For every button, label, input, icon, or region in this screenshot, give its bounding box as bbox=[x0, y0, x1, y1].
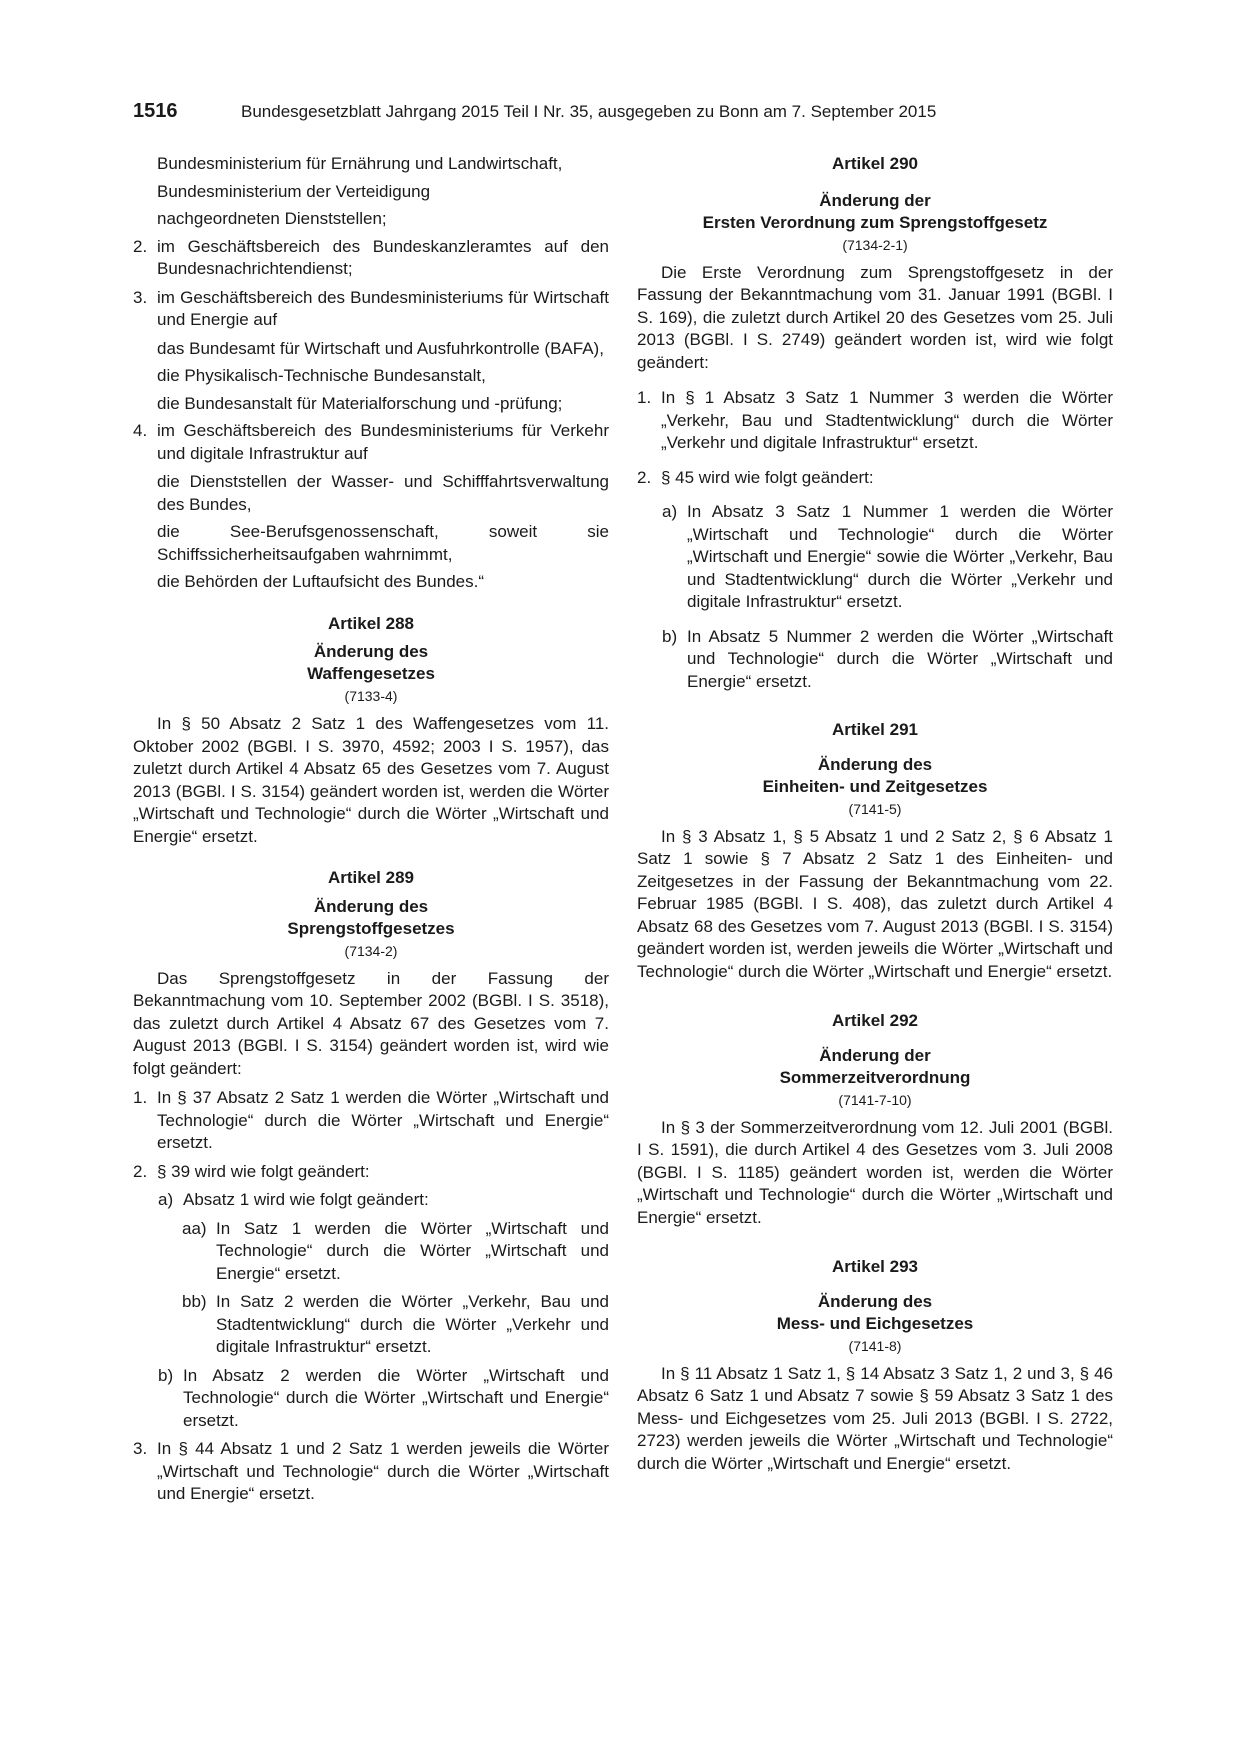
article-heading: Mess- und Eichgesetzes bbox=[776, 1313, 974, 1333]
article-title: Artikel 292 bbox=[832, 1011, 918, 1030]
article-heading: Waffengesetzes bbox=[307, 664, 435, 683]
item-number: 2. bbox=[133, 1161, 148, 1181]
item-text: In § 44 Absatz 1 und 2 Satz 1 werden jeweils die Wörter „Wirtschaft und Technologie“ durch die Wörter „Wirtschaft und Energie“ ersetzt. bbox=[157, 1439, 609, 1503]
item-number: 2. bbox=[637, 467, 652, 487]
item-text: In Absatz 5 Nummer 2 werden die Wörter „Wirtschaft und Technologie“ durch die Wörter „Wirtschaft und Energie“ ersetzt. bbox=[687, 626, 1113, 691]
item-text: die Bundesanstalt für Materialforschung und -prüfung; bbox=[157, 393, 563, 413]
article-heading: Einheiten- und Zeitgesetzes bbox=[762, 776, 988, 796]
list-item bbox=[133, 1218, 609, 1286]
list-item bbox=[133, 1087, 609, 1155]
list-item bbox=[133, 420, 609, 465]
list-item bbox=[637, 467, 1113, 490]
article-code: (7134-2-1) bbox=[842, 236, 908, 253]
item-text: die Dienststellen der Wasser- und Schifffahrtsverwaltung des Bundes, bbox=[157, 472, 609, 514]
running-title: Bundesgesetzblatt Jahrgang 2015 Teil I Nr. 35, ausgegeben zu Bonn am 7. September 2015 bbox=[241, 102, 937, 121]
article-heading: Änderung der bbox=[819, 1045, 931, 1065]
continued-text: Bundesministerium für Ernährung und Landwirtschaft, bbox=[157, 154, 563, 173]
list-item bbox=[637, 387, 1113, 455]
article-title: Artikel 290 bbox=[832, 154, 918, 173]
item-text: In Satz 1 werden die Wörter „Wirtschaft und Technologie“ durch die Wörter „Wirtschaft und Energie“ ersetzt. bbox=[216, 1218, 609, 1283]
article-title: Artikel 291 bbox=[832, 720, 918, 739]
list-item bbox=[637, 501, 1113, 614]
article-heading: Änderung der bbox=[819, 190, 931, 210]
list-item bbox=[133, 1291, 609, 1359]
continued-text: nachgeordneten Dienststellen; bbox=[157, 209, 387, 228]
item-number: 3. bbox=[133, 1439, 148, 1458]
list-item bbox=[133, 287, 609, 332]
continued-text: Bundesministerium der Verteidigung bbox=[157, 181, 431, 201]
article-text: In § 3 Absatz 1, § 5 Absatz 1 und 2 Satz 2, § 6 Absatz 1 Satz 1 sowie § 7 Absatz 2 Satz 1 des Einheiten- und Zeitgesetzes in der Fassung der Bekanntmachung vom 22. Februar 1985 (BGBl. I S. 408), das zuletzt durch Artikel 4 Absatz 68 des Gesetzes vom 7. August 2013 (BGBl. I S. 3154) geändert worden ist, werden jeweils die Wörter „Wirtschaft und Technologie“ durch die Wörter „Wirtschaft und Energie“ ersetzt. bbox=[637, 826, 1113, 981]
item-text: das Bundesamt für Wirtschaft und Ausfuhrkontrolle (BAFA), bbox=[157, 338, 604, 358]
article-text: Die Erste Verordnung zum Sprengstoffgesetz in der Fassung der Bekanntmachung vom 31. Januar 1991 (BGBl. I S. 169), die zuletzt durch Artikel 20 des Gesetzes vom 25. Juli 2013 (BGBl. I S. 2749) geändert worden ist, wird wie folgt geändert: bbox=[637, 262, 1113, 372]
right-column bbox=[637, 153, 1113, 1482]
item-text: im Geschäftsbereich des Bundeskanzleramtes auf den Bundesnachrichtendienst; bbox=[157, 236, 609, 278]
list-item bbox=[133, 1189, 609, 1212]
item-number: 2. bbox=[133, 236, 148, 256]
article-heading: Änderung des bbox=[313, 642, 429, 661]
item-text: im Geschäftsbereich des Bundesministeriums für Verkehr und digitale Infrastruktur auf bbox=[157, 421, 609, 463]
item-number: b) bbox=[662, 626, 678, 646]
page-header bbox=[133, 100, 1013, 126]
item-number: a) bbox=[158, 1190, 174, 1209]
item-number: 1. bbox=[133, 1088, 148, 1107]
article-code: (7133-4) bbox=[344, 688, 398, 704]
item-number: 4. bbox=[133, 421, 148, 440]
item-text: In § 1 Absatz 3 Satz 1 Nummer 3 werden die Wörter „Verkehr, Bau und Stadtentwicklung“ durch die Wörter „Verkehr und digitale Infrastruktur“ ersetzt. bbox=[661, 388, 1113, 452]
item-text: im Geschäftsbereich des Bundesministeriums für Wirtschaft und Energie auf bbox=[157, 287, 609, 329]
page-number: 1516 bbox=[133, 100, 178, 122]
article-title: Artikel 289 bbox=[328, 868, 414, 887]
left-column bbox=[133, 153, 609, 1512]
article-heading: Änderung des bbox=[313, 896, 429, 916]
item-number: 3. bbox=[133, 287, 148, 307]
list-item bbox=[133, 1365, 609, 1433]
article-text: Das Sprengstoffgesetz in der Fassung der Bekanntmachung vom 10. September 2002 (BGBl. I S. 3518), das zuletzt durch Artikel 4 Absatz 67 des Gesetzes vom 7. August 2013 (BGBl. I S. 3154) geändert worden ist, wird wie folgt geändert: bbox=[133, 968, 609, 1078]
item-text: Absatz 1 wird wie folgt geändert: bbox=[183, 1190, 429, 1209]
article-title: Artikel 288 bbox=[328, 613, 414, 633]
article-text: In § 11 Absatz 1 Satz 1, § 14 Absatz 3 Satz 1, 2 und 3, § 46 Absatz 6 Satz 1 und Absatz 7 sowie § 59 Absatz 3 Satz 1 des Mess- und Eichgesetzes vom 25. Juli 2013 (BGBl. I S. 2722, 2723) werden jeweils die Wörter „Wirtschaft und Technologie“ durch die Wörter „Wirtschaft und Energie“ ersetzt. bbox=[637, 1363, 1113, 1473]
item-number: a) bbox=[662, 502, 678, 521]
item-text: § 45 wird wie folgt geändert: bbox=[661, 467, 874, 487]
article-heading: Änderung des bbox=[817, 754, 933, 774]
item-number: aa) bbox=[182, 1218, 207, 1238]
list-item bbox=[637, 626, 1113, 694]
article-code: (7141-8) bbox=[848, 1337, 902, 1354]
item-text: In Satz 2 werden die Wörter „Verkehr, Bau und Stadtentwicklung“ durch die Wörter „Verkehr und digitale Infrastruktur“ ersetzt. bbox=[216, 1292, 609, 1356]
article-heading: Ersten Verordnung zum Sprengstoffgesetz bbox=[702, 212, 1048, 232]
item-text: die See-Berufsgenossenschaft, soweit sie Schiffssicherheitsaufgaben wahrnimmt, bbox=[157, 522, 609, 564]
item-text: die Behörden der Luftaufsicht des Bundes.“ bbox=[157, 572, 484, 591]
list-item bbox=[133, 1161, 609, 1184]
item-text: § 39 wird wie folgt geändert: bbox=[157, 1161, 370, 1181]
article-heading: Sommerzeitverordnung bbox=[779, 1067, 971, 1087]
article-code: (7134-2) bbox=[344, 942, 398, 959]
article-title: Artikel 293 bbox=[832, 1257, 918, 1276]
article-text: In § 50 Absatz 2 Satz 1 des Waffengesetzes vom 11. Oktober 2002 (BGBl. I S. 3970, 4592; 2003 I S. 1957), das zuletzt durch Artikel 4 Absatz 65 des Gesetzes vom 7. August 2013 (BGBl. I S. 3154) geändert worden ist, werden die Wörter „Wirtschaft und Technologie“ durch die Wörter „Wirtschaft und Energie“ ersetzt. bbox=[133, 714, 609, 846]
item-text: In Absatz 3 Satz 1 Nummer 1 werden die Wörter „Wirtschaft und Technologie“ durch die Wörter „Wirtschaft und Energie“ sowie die Wörter „Verkehr, Bau und Stadtentwicklung“ durch die Wörter „Verkehr und digitale Infrastruktur“ ersetzt. bbox=[687, 502, 1113, 611]
list-item bbox=[133, 1438, 609, 1506]
item-text: In § 37 Absatz 2 Satz 1 werden die Wörter „Wirtschaft und Technologie“ durch die Wörter „Wirtschaft und Energie“ ersetzt. bbox=[157, 1088, 609, 1152]
item-text: die Physikalisch-Technische Bundesanstalt, bbox=[157, 366, 486, 385]
item-number: b) bbox=[158, 1365, 174, 1385]
item-number: 1. bbox=[637, 388, 652, 407]
article-code: (7141-7-10) bbox=[838, 1091, 912, 1108]
article-code: (7141-5) bbox=[848, 800, 902, 817]
list-item bbox=[133, 236, 609, 281]
article-heading: Änderung des bbox=[817, 1291, 933, 1311]
item-number: bb) bbox=[182, 1292, 207, 1311]
article-text: In § 3 der Sommerzeitverordnung vom 12. Juli 2001 (BGBl. I S. 1591), die durch Artikel 4 des Gesetzes vom 3. Juli 2008 (BGBl. I S. 1185) geändert worden ist, werden die Wörter „Wirtschaft und Technologie“ durch die Wörter „Wirtschaft und Energie“ ersetzt. bbox=[637, 1117, 1113, 1227]
article-heading: Sprengstoffgesetzes bbox=[287, 918, 455, 938]
item-text: In Absatz 2 werden die Wörter „Wirtschaft und Technologie“ durch die Wörter „Wirtschaft und Energie“ ersetzt. bbox=[183, 1365, 609, 1430]
